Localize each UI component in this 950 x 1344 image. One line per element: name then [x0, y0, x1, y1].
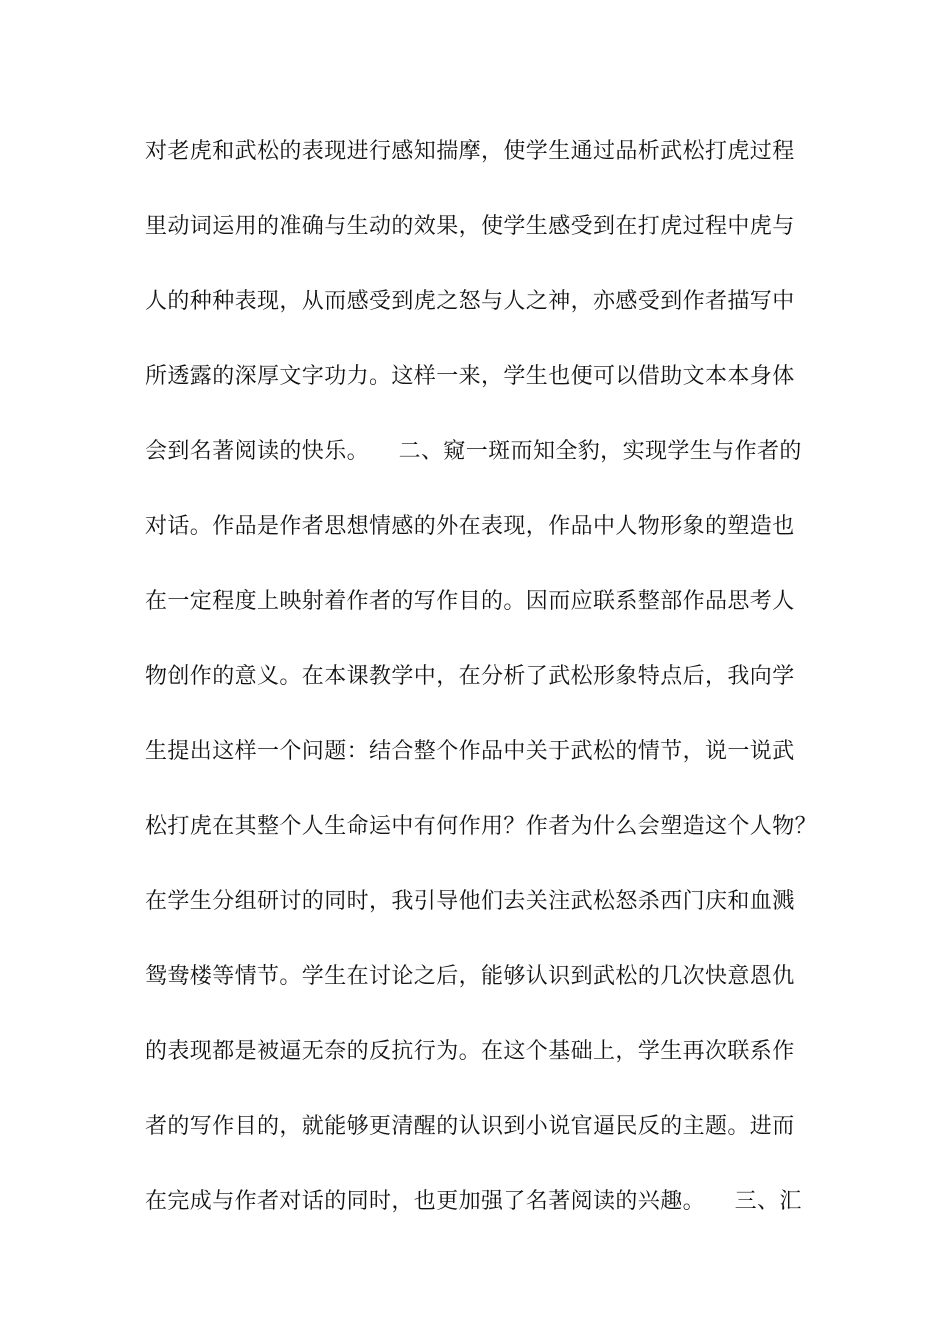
text-line: 人的种种表现，从而感受到虎之怒与人之神，亦感受到作者描写中 — [145, 289, 795, 314]
body-text — [145, 132, 825, 1257]
text-line: 对话。作品是作者思想情感的外在表现，作品中人物形象的塑造也 — [145, 514, 795, 539]
text-line: 鸳鸯楼等情节。学生在讨论之后，能够认识到武松的几次快意恩仇 — [145, 964, 795, 989]
text-line: 的表现都是被逼无奈的反抗行为。在这个基础上，学生再次联系作 — [145, 1039, 795, 1064]
text-line: 里动词运用的准确与生动的效果，使学生感受到在打虎过程中虎与 — [145, 214, 795, 239]
text-line: 者的写作目的，就能够更清醒的认识到小说官逼民反的主题。进而 — [145, 1114, 795, 1139]
text-line: 物创作的意义。在本课教学中，在分析了武松形象特点后，我向学 — [145, 664, 795, 689]
text-line: 在完成与作者对话的同时，也更加强了名著阅读的兴趣。 三、汇 — [145, 1189, 802, 1214]
text-line: 在一定程度上映射着作者的写作目的。因而应联系整部作品思考人 — [145, 589, 795, 614]
text-line: 在学生分组研讨的同时，我引导他们去关注武松怒杀西门庆和血溅 — [145, 889, 795, 914]
text-line: 所透露的深厚文字功力。这样一来，学生也便可以借助文本本身体 — [145, 364, 795, 389]
text-line: 对老虎和武松的表现进行感知揣摩，使学生通过品析武松打虎过程 — [145, 139, 795, 164]
text-line: 会到名著阅读的快乐。 二、窥一斑而知全豹，实现学生与作者的 — [145, 439, 802, 464]
text-line: 松打虎在其整个人生命运中有何作用？作者为什么会塑造这个人物？ — [145, 814, 818, 839]
text-line: 生提出这样一个问题：结合整个作品中关于武松的情节，说一说武 — [145, 739, 795, 764]
